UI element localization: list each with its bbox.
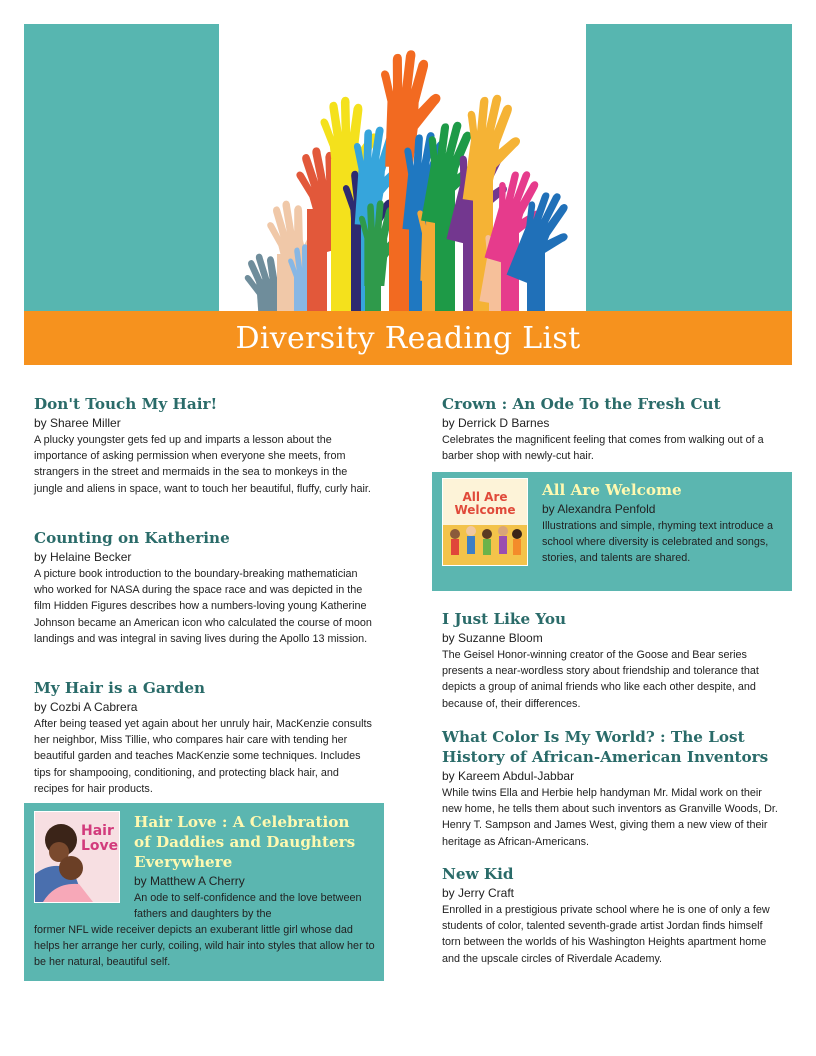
book-entry-my-hair-is-a-garden	[34, 679, 374, 797]
book-author: by Matthew A Cherry	[134, 874, 245, 888]
book-entry-hair-love-highlight	[24, 803, 384, 981]
book-entry-crown	[442, 395, 782, 464]
book-title: What Color Is My World? : The Lost History of African-American Inventors	[442, 728, 769, 766]
page-title: Diversity Reading List	[235, 320, 581, 356]
book-summary: The Geisel Honor-winning creator of the Goose and Bear series presents a near-wordless story about friendship and tolerance that depicts a group of animal friends who like each other despite, and because of, their differences.	[442, 649, 759, 710]
raised-hands-illustration-icon	[219, 24, 586, 311]
book-author: by Derrick D Barnes	[442, 416, 550, 430]
book-title: Crown : An Ode To the Fresh Cut	[442, 395, 721, 413]
book-summary: A plucky youngster gets fed up and imparts a lesson about the importance of asking permission when everyone she meets, from strangers in the street and mermaids in the sea to monkeys in the jungle and aliens in space, want to touch her beautiful, fluffy, curly hair.	[34, 434, 371, 495]
book-author: by Helaine Becker	[34, 550, 132, 564]
book-summary: A picture book introduction to the boundary-breaking mathematician who worked for NASA during the space race and was depicted in the film Hidden Figures describes how a numbers-loving young Katherine Johnson became an American icon who calculated the course of moon landings and was integral in saving lives during the Apollo 13 mission.	[34, 568, 372, 645]
book-summary: After being teased yet again about her unruly hair, MacKenzie consults her neighbor, Miss Tillie, who compares hair care with tending her beautiful garden and teaches MacKenzie some techniques. Includes tips for shampooing, conditioning, and protecting black hair, and recipes for hair products.	[34, 718, 372, 795]
book-author: by Kareem Abdul-Jabbar	[442, 769, 575, 783]
book-entry-all-are-welcome-highlight	[432, 472, 792, 591]
book-author: by Jerry Craft	[442, 886, 515, 900]
book-title: All Are Welcome	[542, 481, 682, 499]
book-summary-part2: former NFL wide receiver depicts an exuberant little girl whose dad helps her arrange her curly, coiling, wild hair into styles that allow her to be her natural, beautiful self.	[34, 924, 375, 969]
book-author: by Sharee Miller	[34, 416, 121, 430]
cover-title: Hair Love	[81, 823, 119, 854]
book-title: Hair Love : A Celebration of Daddies and Daughters Everywhere	[134, 813, 356, 871]
book-entry-dont-touch-my-hair	[34, 395, 374, 497]
book-author: by Cozbi A Cabrera	[34, 700, 138, 714]
title-banner	[24, 311, 792, 365]
book-summary: Enrolled in a prestigious private school where he is one of only a few students of color, talented seventh-grade artist Jordan finds himself torn between the worlds of his Washington Heights apartment home and the upscale circles of Riverdale Academy.	[442, 904, 770, 965]
book-summary: While twins Ella and Herbie help handyman Mr. Midal work on their new home, he tells them about such inventors as Granville Woods, Dr. Henry T. Sampson and James West, giving them a new view of their heritage as African-Americans.	[442, 787, 778, 848]
book-summary: Illustrations and simple, rhyming text introduce a school where diversity is celebrated and songs, stories, and talents are shared.	[542, 520, 774, 565]
book-author: by Alexandra Penfold	[542, 502, 656, 516]
header-teal-block-left	[24, 24, 219, 311]
book-title: I Just Like You	[442, 610, 567, 628]
book-entry-new-kid	[442, 865, 782, 967]
book-title: New Kid	[442, 865, 514, 883]
book-entry-i-just-like-you	[442, 610, 782, 712]
book-summary-part1: An ode to self-confidence and the love between fathers and daughters by the	[134, 892, 362, 921]
book-summary: Celebrates the magnificent feeling that comes from walking out of a barber shop with newly-cut hair.	[442, 434, 764, 463]
book-title: Counting on Katherine	[34, 529, 230, 547]
book-title: Don't Touch My Hair!	[34, 395, 218, 413]
cover-title: All Are Welcome	[454, 490, 516, 517]
book-cover-hair-love	[34, 811, 120, 903]
book-author: by Suzanne Bloom	[442, 631, 543, 645]
header-teal-block-right	[586, 24, 792, 311]
book-entry-counting-on-katherine	[34, 529, 374, 647]
book-entry-what-color-is-my-world	[442, 728, 782, 850]
book-cover-all-are-welcome	[442, 478, 528, 566]
book-title: My Hair is a Garden	[34, 679, 206, 697]
